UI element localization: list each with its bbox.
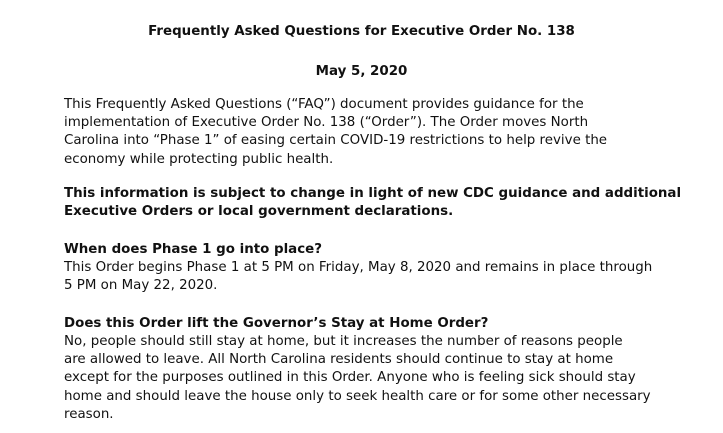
answer-line: are allowed to leave. All North Carolina residents should continue to stay at home bbox=[64, 352, 614, 368]
answer-line: No, people should still stay at home, but it increases the number of reasons people bbox=[64, 334, 623, 349]
faq-question: Does this Order lift the Governor’s Stay at Home Order? bbox=[64, 316, 489, 331]
faq-question: When does Phase 1 go into place? bbox=[64, 242, 322, 257]
answer-line: home and should leave the house only to seek health care or for some other necessary bbox=[64, 388, 651, 404]
document-date: May 5, 2020 bbox=[315, 64, 408, 79]
faq-answer bbox=[64, 333, 704, 424]
notice-line: This information is subject to change in light of new CDC guidance and additional bbox=[64, 186, 682, 201]
notice-line: Executive Orders or local government declarations. bbox=[64, 204, 454, 220]
intro-line: Carolina into “Phase 1” of easing certain COVID-19 restrictions to help revive the bbox=[64, 133, 608, 149]
answer-line: 5 PM on May 22, 2020. bbox=[64, 278, 218, 294]
answer-line: except for the purposes outlined in this Order. Anyone who is feeling sick should stay bbox=[64, 370, 636, 386]
intro-paragraph bbox=[64, 96, 704, 169]
intro-line: implementation of Executive Order No. 138 (“Order”). The Order moves North bbox=[64, 115, 589, 131]
intro-line: economy while protecting public health. bbox=[64, 151, 334, 167]
intro-line: This Frequently Asked Questions (“FAQ”) document provides guidance for the bbox=[64, 97, 584, 112]
faq-answer bbox=[64, 259, 704, 295]
change-notice bbox=[64, 185, 704, 221]
answer-line: This Order begins Phase 1 at 5 PM on Friday, May 8, 2020 and remains in place through bbox=[64, 260, 653, 275]
answer-line: reason. bbox=[64, 406, 114, 422]
document-title: Frequently Asked Questions for Executive Order No. 138 bbox=[148, 24, 575, 39]
